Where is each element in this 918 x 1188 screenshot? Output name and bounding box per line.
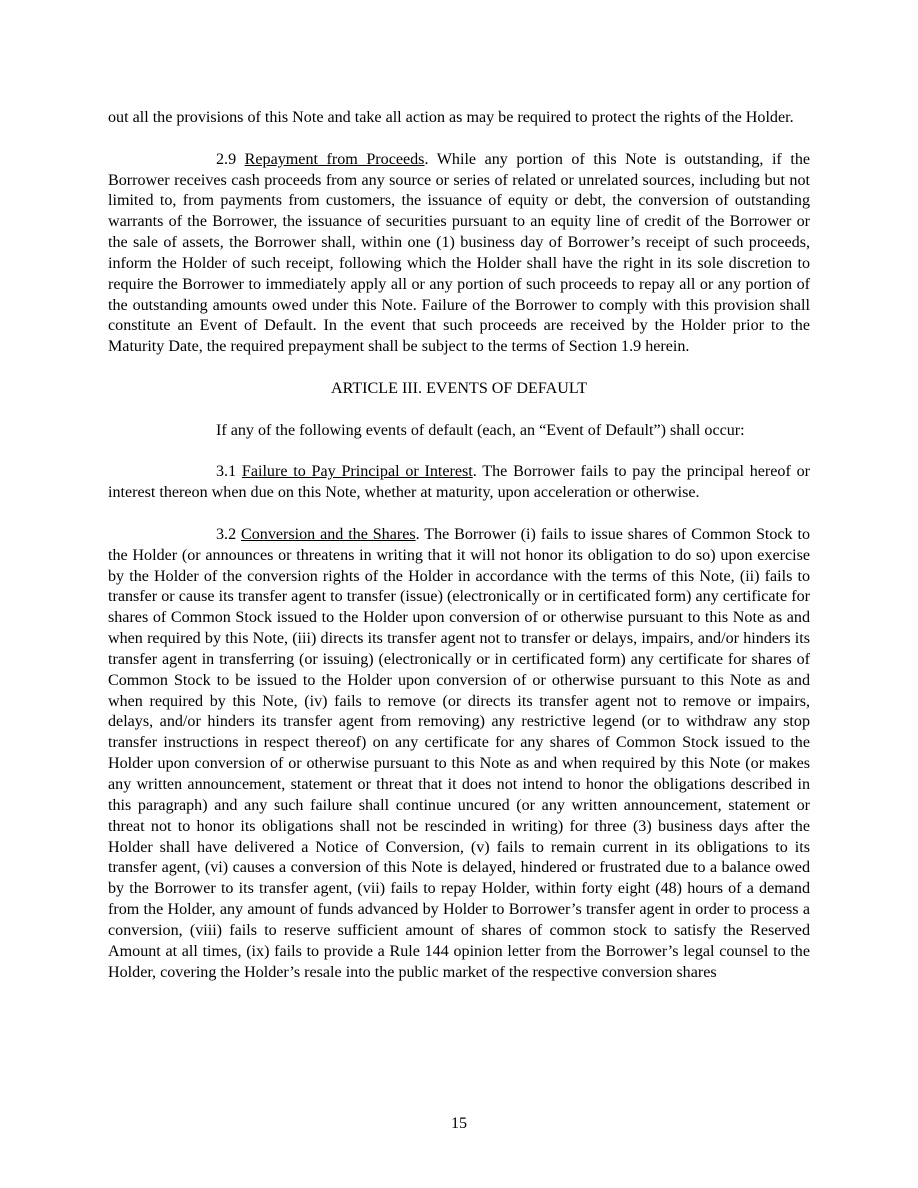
continuation-paragraph: out all the provisions of this Note and take all action as may be required to protect the rights of the Holder. bbox=[108, 109, 794, 126]
events-of-default-intro: If any of the following events of default (each, an “Event of Default”) shall occur: bbox=[216, 421, 745, 439]
section-2-9-paragraph bbox=[108, 150, 810, 358]
page-number: 15 bbox=[450, 1115, 468, 1132]
document-page bbox=[108, 108, 810, 1004]
section-3-2-paragraph bbox=[108, 525, 810, 984]
section-3-1-body: . The Borrower fails to pay the principal hereof or interest thereon when due on this Note, whether at maturity, upon acceleration or otherwise. bbox=[108, 463, 810, 502]
section-3-1-paragraph bbox=[108, 462, 810, 504]
section-3-1-heading: Failure to Pay Principal or Interest bbox=[241, 463, 473, 481]
section-3-2-body: . The Borrower (i) fails to issue shares of Common Stock to the Holder (or announces or threatens in writing that it will not honor its obligation to do so) upon exercise by the Holder of the conversion rights of the Holder in accordance with the terms of this Note, (ii) fails to transfer or cause its transfer agent to transfer (issue) (electronically or in certificated form) any certificate for shares of Common Stock issued to the Holder upon conversion of or otherwise pursuant to this Note as and when required by this Note, (iii) directs its transfer agent not to transfer or delays, impairs, and/or hinders its transfer agent in transferring (or issuing) (electronically or in certificated form) any certificate for shares of Common Stock to be issued to the Holder upon conversion of or otherwise pursuant to this Note as and when required by this Note, (iv) fails to remove (or directs its transfer agent not to remove or impairs, delays, and/or hinders its transfer agent from removing) any restrictive legend (or to withdraw any stop transfer instructions in respect thereof) on any certificate for any shares of Common Stock issued to the Holder upon conversion of or otherwise pursuant to this Note as and when required by this Note (or makes any written announcement, statement or threat that it does not intend to honor the obligations described in this paragraph) and any such failure shall continue uncured (or any written announcement, statement or threat not to honor its obligations shall not be rescinded in writing) for three (3) business days after the Holder shall have delivered a Notice of Conversion, (v) fails to remain current in its obligations to its transfer agent, (vi) causes a conversion of this Note is delayed, hindered or frustrated due to a balance owed by the Borrower to its transfer agent, (vii) fails to repay Holder, within forty eight (48) hours of a demand from the Holder, any amount of funds advanced by Holder to Borrower’s transfer agent in order to process a conversion, (viii) fails to reserve sufficient amount of shares of common stock to satisfy the Reserved Amount at all times, (ix) fails to provide a Rule 144 opinion letter from the Borrower’s legal counsel to the Holder, covering the Holder’s resale into the public market of the respective conversion shares bbox=[108, 525, 810, 981]
section-3-2-heading: Conversion and the Shares bbox=[241, 525, 416, 543]
section-2-9-body: . While any portion of this Note is outstanding, if the Borrower receives cash proceeds from any source or series of related or unrelated sources, including but not limited to, from payments from customers, the issuance of equity or debt, the conversion of outstanding warrants of the Borrower, the issuance of securities pursuant to an equity line of credit of the Borrower or the sale of assets, the Borrower shall, within one (1) business day of Borrower’s receipt of such proceeds, inform the Holder of such receipt, following which the Holder shall have the right in its sole discretion to require the Borrower to immediately apply all or any portion of such proceeds to repay all or any portion of the outstanding amounts owed under this Note. Failure of the Borrower to comply with this provision shall constitute an Event of Default. In the event that such proceeds are received by the Holder prior to the Maturity Date, the required prepayment shall be subject to the terms of Section 1.9 herein. bbox=[108, 150, 811, 356]
section-2-9-number: 2.9 bbox=[216, 150, 245, 168]
section-2-9-heading: Repayment from Proceeds bbox=[244, 150, 425, 168]
section-3-1-number: 3.1 bbox=[216, 463, 242, 481]
article-heading: ARTICLE III. EVENTS OF DEFAULT bbox=[330, 379, 588, 397]
section-3-2-number: 3.2 bbox=[216, 525, 241, 543]
